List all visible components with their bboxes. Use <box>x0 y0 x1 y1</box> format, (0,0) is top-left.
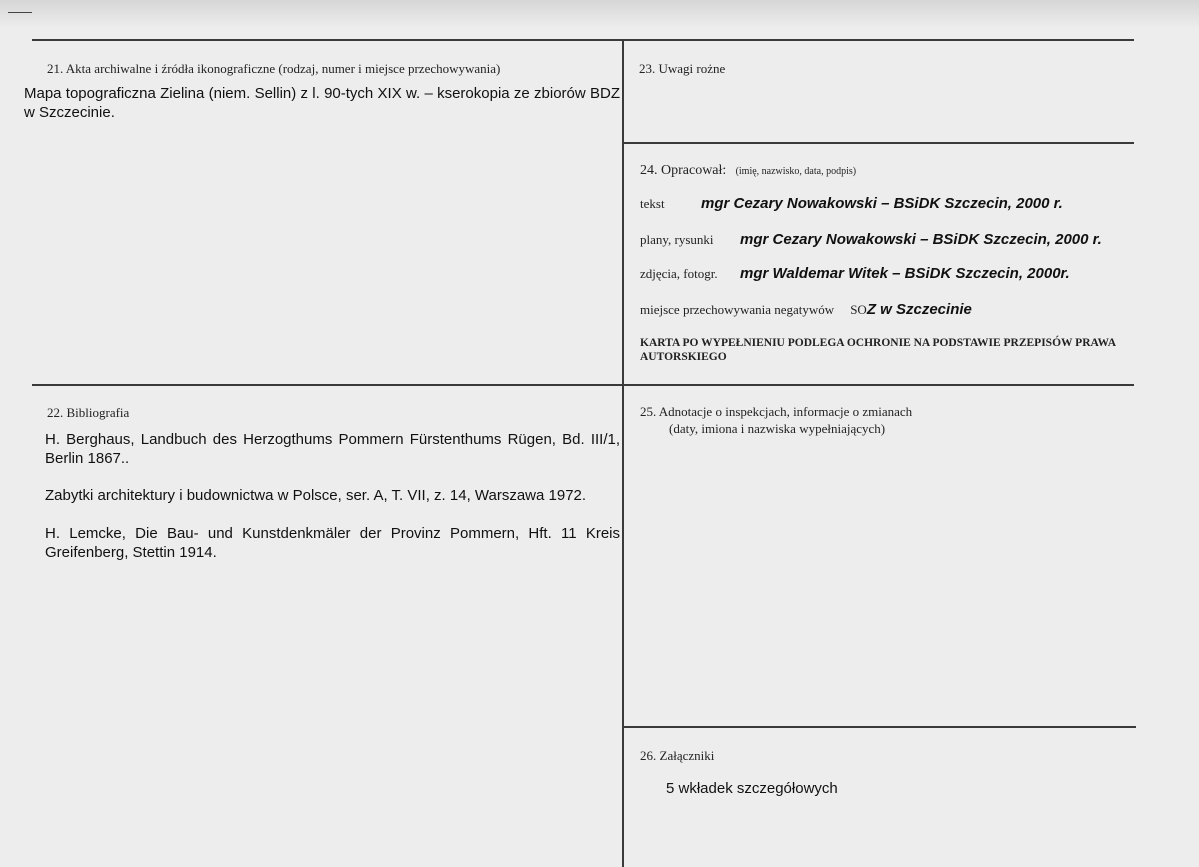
bibliography-entry: Zabytki architektury i budownictwa w Polsce, ser. A, T. VII, z. 14, Warszawa 1972. <box>45 487 587 504</box>
copyright-note: KARTA PO WYPEŁNIENIU PODLEGA OCHRONIE NA PODSTAWIE PRZEPISÓW PRAWA AUTORSKIEGO <box>640 337 1116 363</box>
corner-mark <box>8 12 32 13</box>
author-row-label: zdjęcia, fotogr. <box>640 266 718 281</box>
section-21-label: 21. Akta archiwalne i źródła ikonograficzne (rodzaj, numer i miejsce przechowywania) <box>47 61 501 76</box>
bibliography-entry: H. Berghaus, Landbuch des Herzogthums Pommern Fürstenthums Rügen, Bd. III/1, Berlin 1867.. <box>45 431 620 467</box>
author-row-plans <box>640 231 1102 249</box>
center-divider <box>622 40 624 867</box>
top-border <box>32 39 1134 41</box>
divider-23-24 <box>623 142 1134 144</box>
section-24-hint: (imię, nazwisko, data, podpis) <box>735 166 857 177</box>
section-24-label <box>640 162 856 179</box>
middle-border <box>32 384 1134 386</box>
section-21-content: Mapa topograficzna Zielina (niem. Sellin) z l. 90-tych XIX w. – kserokopia ze zbiorów BDZ w Szczecinie. <box>24 85 620 121</box>
negatives-prefix: SO <box>850 302 867 317</box>
section-22-label: 22. Bibliografia <box>47 405 130 420</box>
negatives-value: Z w Szczecinie <box>866 301 972 318</box>
bibliography-entry: H. Lemcke, Die Bau- und Kunstdenkmäler der Provinz Pommern, Hft. 11 Kreis Greifenberg, Stettin 1914. <box>45 525 620 561</box>
author-row-photos <box>640 265 1070 283</box>
author-row-value: mgr Cezary Nowakowski – BSiDK Szczecin, 2000 r. <box>740 231 1102 248</box>
section-24-title: 24. Opracował: <box>640 163 727 178</box>
section-26-content: 5 wkładek szczegółowych <box>666 780 838 797</box>
negatives-label: miejsce przechowywania negatywów <box>640 302 835 317</box>
negatives-row <box>640 301 972 319</box>
scan-shadow <box>0 0 1199 28</box>
section-26-label: 26. Załączniki <box>640 748 715 763</box>
section-25-label-line2: (daty, imiona i nazwiska wypełniających) <box>669 421 886 436</box>
author-row-label: tekst <box>640 196 665 211</box>
author-row-text <box>640 195 1063 213</box>
author-row-label: plany, rysunki <box>640 232 714 247</box>
section-25-label: 25. Adnotacje o inspekcjach, informacje o zmianach <box>640 404 913 419</box>
divider-25-26 <box>623 726 1136 728</box>
author-row-value: mgr Cezary Nowakowski – BSiDK Szczecin, 2000 r. <box>701 195 1063 212</box>
section-23-label: 23. Uwagi rożne <box>639 61 726 76</box>
author-row-value: mgr Waldemar Witek – BSiDK Szczecin, 2000r. <box>740 265 1070 282</box>
